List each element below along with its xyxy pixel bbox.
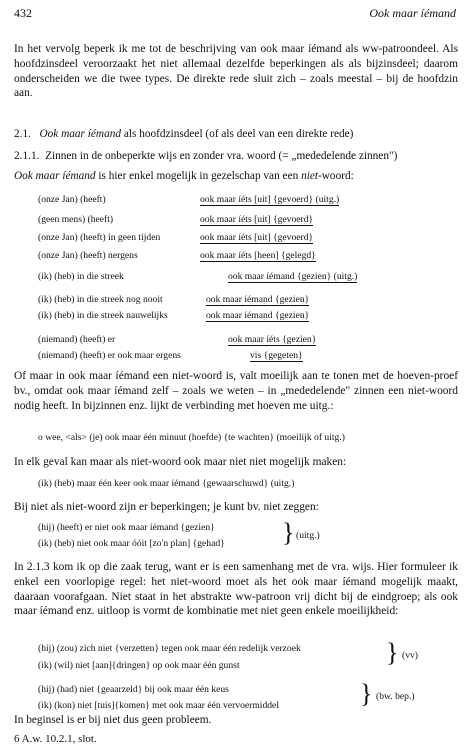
example-left: (ik) (heb) in die streek nauwelijks	[38, 310, 168, 321]
example-right: ook maar íéts {gezien}	[228, 334, 317, 345]
example-b-line-1: (hij) (heeft) er niet ook maar íémand {gezien}	[38, 522, 215, 533]
example-left: (ik) (heb) in die streek nog nooit	[38, 294, 163, 305]
example-right: ook maar íéts [uit] {gevoerd} (uitg.)	[200, 194, 340, 205]
example-left: (geen mens) (heeft)	[38, 214, 114, 225]
lead-niet: niet	[301, 170, 319, 182]
example-right: ook maar íéts [heen] {gelegd}	[200, 250, 316, 261]
section-number: 2.1.	[14, 128, 31, 140]
example-c-line-4: (ik) (kon) niet [tuis]{komen} met ook maar één vervoermiddel	[38, 700, 279, 711]
subsection-title: Zinnen in de onbeperkte wijs en zonder vra. woord (= „mededelende zinnen")	[45, 150, 398, 162]
example-left: (niemand) (heeft) er ook maar ergens	[38, 350, 181, 361]
example-c-line-2: (ik) (wil) niet [aan]{dringen} op ook maar één gunst	[38, 660, 240, 671]
paragraph-beginsel: In beginsel is er bij niet dus geen probleem.	[14, 714, 212, 726]
example-right: ook maar íémand {gezien} (uitg.)	[228, 271, 358, 282]
brace-symbol: }	[360, 679, 373, 708]
paragraph-niet: Bij niet als niet-woord zijn er beperkingen; je kunt bv. niet zeggen:	[14, 501, 319, 513]
lead-end: -woord:	[318, 170, 354, 182]
example-right: ook maar íémand {gezien}	[206, 294, 310, 305]
example-right: vis {gegeten}	[250, 350, 303, 361]
example-left: (niemand) (heeft) er	[38, 334, 116, 345]
brace-symbol: }	[386, 638, 399, 667]
intro-paragraph: In het vervolg beperk ik me tot de beschrijving van ook maar íémand als ww-patroondeel. Als hoofdzinsdeel veroorzaakt het niet allemaal dezelfde beperkingen als als bijzinsdeel; daarom onderscheiden we die twee types. De direkte rede sluit zich – zoals meestal – bij de hoofdzin aan.	[14, 43, 458, 100]
brace-symbol: }	[282, 518, 295, 547]
example-b-note: (uitg.)	[296, 530, 320, 541]
running-title: Ook maar íémand	[369, 6, 456, 20]
page-number: 432	[14, 6, 32, 20]
section-heading-2-1-1	[14, 150, 397, 162]
example-left: (onze Jan) (heeft) in geen tijden	[38, 232, 161, 243]
example-left: (ik) (heb) in die streek	[38, 271, 124, 282]
example-b-line-2: (ik) (heb) niet ook maar óóit [zo'n plan] {gehad}	[38, 538, 225, 549]
example-hoeven: o wee, <als> (je) ook maar één minuut (hoefde) {te wachten} (moeilijk of uitg.)	[38, 432, 345, 443]
paragraph-hoeven: Of maar in ook maar íémand een niet-woord is, valt moeilijk aan te tonen met de hoeven-proef bv., omdat ook maar íémand zelf – zoals we weten – in „mededelende" zinnen een niet-woord nodig heeft. In bijzinnen enz. lijkt de verbinding met hoeven me uitg.:	[14, 370, 458, 412]
example-right: ook maar íéts [uit] {gevoerd}	[200, 232, 314, 243]
lead-rest: is hier enkel mogelijk in gezelschap van een	[98, 170, 299, 182]
example-c-note-1: (vv)	[402, 650, 418, 661]
example-right: ook maar íémand {gezien}	[206, 310, 310, 321]
paragraph-regel: In 2.1.3 kom ik op die zaak terug, want er is een samenhang met de vra. wijs. Hier formuleer ik enkel een voorlopige regel: het niet-woord moet als het ook maar íémand mogelijk maakt, daaraan voorafgaan. Niet staat in het abstrakte ww-patroon vrij dicht bij de eindgroep; als ook maar íémand enz. uitloop is vormt de kombinatie met niet geen enkele moeilijkheid:	[14, 561, 458, 618]
footnote: 6 A.w. 10.2.1, slot.	[14, 733, 97, 745]
lead-italic: Ook maar íémand	[14, 170, 96, 182]
example-c-note-2: (bw. bep.)	[376, 691, 415, 702]
example-left: (onze Jan) (heeft)	[38, 194, 106, 205]
paragraph-maar: In elk geval kan maar als niet-woord ook maar niet niet mogelijk maken:	[14, 456, 347, 468]
lead-sentence	[14, 170, 354, 182]
example-gewaarschuwd: (ik) (heb) maar één keer ook maar íémand {gewaarschuwd} (uitg.)	[38, 478, 295, 489]
example-right: ook maar íéts [uit] {gevoerd}	[200, 214, 314, 225]
subsection-number: 2.1.1.	[14, 150, 40, 162]
section-title-italic: Ook maar íémand	[39, 128, 122, 140]
example-c-line-3: (hij) (had) niet {geaarzeld} bij ook maar één keus	[38, 684, 229, 695]
example-c-line-1: (hij) (zou) zich niet {verzetten} tegen ook maar één redelijk verzoek	[38, 643, 301, 654]
example-left: (onze Jan) (heeft) nergens	[38, 250, 138, 261]
section-title-rest: als hoofdzinsdeel (of als deel van een direkte rede)	[123, 128, 354, 140]
section-heading-2-1	[14, 128, 353, 140]
